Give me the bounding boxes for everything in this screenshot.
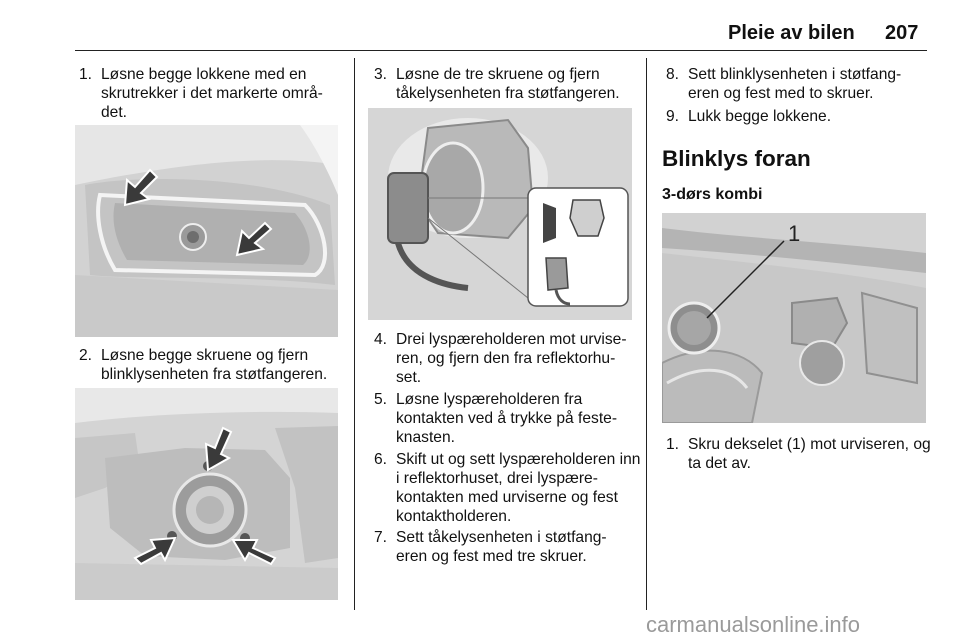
step-item	[374, 330, 642, 387]
running-header-title: Pleie av bilen	[728, 22, 855, 44]
step-text: Lukk begge lokkene.	[688, 108, 832, 125]
page-number: 207	[885, 22, 919, 44]
step-number: 1.	[666, 436, 680, 453]
figure-fog-lamp-bulb	[368, 108, 632, 320]
step-item	[666, 107, 931, 126]
figure-headlamp-cover	[662, 213, 926, 423]
step-number: 9.	[666, 108, 680, 125]
column-divider	[646, 58, 647, 610]
section-heading: Blinklys foran	[662, 146, 811, 171]
step-text: Løsne begge lokkene med en skrutrekker i det markerte områ‑ det.	[101, 66, 323, 121]
step-text: Skru dekselet (1) mot urviseren, og ta det av.	[688, 436, 931, 472]
step-item	[79, 65, 349, 122]
step-item	[374, 528, 642, 566]
step-text: Skift ut og sett lyspæreholderen inn i reflektorhuset, drei lyspære‑ kontakten med urviserne og fest kontaktholderen.	[396, 451, 641, 525]
step-item	[374, 450, 642, 526]
step-number: 8.	[666, 66, 680, 83]
step-number: 1.	[79, 66, 93, 83]
step-number: 2.	[79, 347, 93, 364]
step-item	[666, 65, 931, 103]
step-number: 6.	[374, 451, 388, 468]
step-text: Løsne de tre skruene og fjern tåkelysenheten fra støtfangeren.	[396, 66, 620, 102]
step-number: 5.	[374, 391, 388, 408]
step-text: Sett blinklysenheten i støtfang‑ eren og fest med to skruer.	[688, 66, 902, 102]
step-number: 4.	[374, 331, 388, 348]
figure-fog-light-screws	[75, 388, 338, 600]
column-divider	[354, 58, 355, 610]
step-item	[374, 390, 642, 447]
watermark: carmanualsonline.info	[646, 612, 861, 637]
step-item	[374, 65, 639, 103]
header-rule	[75, 50, 927, 51]
subsection-heading: 3-dørs kombi	[662, 186, 763, 203]
step-text: Drei lyspæreholderen mot urvise‑ ren, og fjern den fra reflektorhu‑ set.	[396, 331, 627, 386]
step-item	[79, 346, 354, 384]
figure-callout-label: 1	[788, 221, 801, 246]
step-text: Sett tåkelysenheten i støtfang‑ eren og fest med tre skruer.	[396, 529, 607, 565]
step-number: 7.	[374, 529, 388, 546]
step-item	[666, 435, 931, 473]
step-number: 3.	[374, 66, 388, 83]
step-text: Løsne begge skruene og fjern blinklysenheten fra støtfangeren.	[101, 347, 328, 383]
figure-bumper-cover	[75, 125, 338, 337]
step-text: Løsne lyspæreholderen fra kontakten ved å trykke på feste‑ knasten.	[396, 391, 618, 446]
